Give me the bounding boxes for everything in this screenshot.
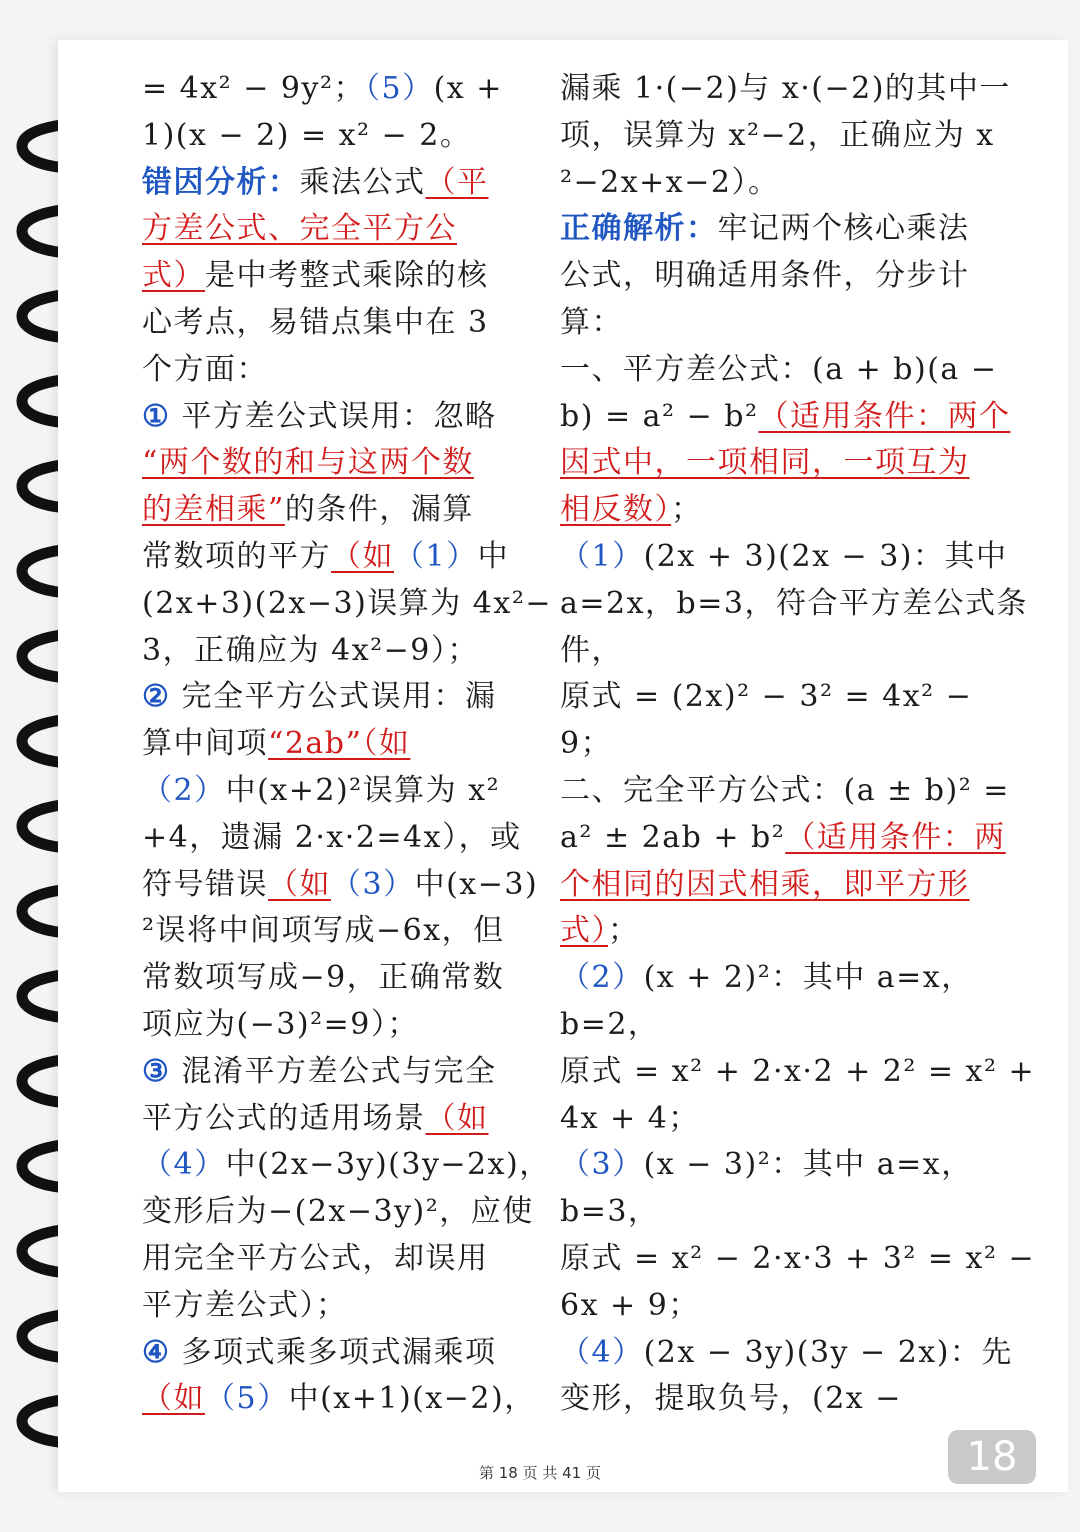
text-line: 个方面：	[142, 351, 268, 387]
text-line: 4x + 4；	[560, 1100, 700, 1136]
text-line: 项，误算为 x²−2，正确应为 x	[560, 117, 995, 153]
text-line: 算中间项“2ab”（如	[142, 726, 411, 762]
point-1: ① 平方差公式误用：忽略	[142, 398, 497, 434]
section-difference-of-squares: 一、平方差公式：(a + b)(a −	[560, 351, 998, 387]
text-line: (2x+3)(2x−3)误算为 4x²−	[142, 585, 552, 621]
error-analysis-heading: 错因分析：乘法公式（平	[142, 164, 489, 200]
text-line: 个相同的因式相乘，即平方形	[560, 866, 970, 902]
text-line: 9；	[560, 726, 613, 762]
page-number-badge: 18	[948, 1430, 1036, 1484]
right-column	[560, 66, 1036, 1423]
text-line: 方差公式、完全平方公	[142, 211, 457, 247]
text-line: 变形后为−(2x−3y)²，应使	[142, 1194, 534, 1230]
text-line: ²误将中间项写成−6x，但	[142, 913, 505, 949]
text-line: （3）(x − 3)²：其中 a=x，	[560, 1147, 973, 1183]
text-line: 变形，提取负号，(2x −	[560, 1381, 902, 1417]
text-line: 原式 = x² + 2·x·2 + 2² = x² +	[560, 1053, 1036, 1089]
text-line: 原式 = x² − 2·x·3 + 3² = x² −	[560, 1240, 1036, 1276]
text-line: a² ± 2ab + b²（适用条件：两	[560, 819, 1006, 855]
text-line: 件，	[560, 632, 623, 668]
text-line: b=3，	[560, 1194, 660, 1230]
text-line: （2）中(x+2)²误算为 x²	[142, 772, 501, 808]
text-line: b=2，	[560, 1006, 660, 1042]
text-line: a=2x，b=3，符合平方差公式条	[560, 585, 1028, 621]
text-line: 常数项写成−9，正确常数	[142, 960, 505, 996]
text-line: 常数项的平方（如（1）中	[142, 538, 510, 574]
page-footer: 第 18 页 共 41 页	[478, 1464, 601, 1482]
text-line: 项应为(−3)²=9）；	[142, 1006, 419, 1042]
text-line: 用完全平方公式，却误用	[142, 1240, 489, 1276]
point-4: ④ 多项式乘多项式漏乘项	[142, 1334, 497, 1370]
left-column	[142, 66, 552, 1423]
text-line: 1)(x − 2) = x² − 2。	[142, 117, 472, 153]
text-line: 心考点，易错点集中在 3	[142, 304, 489, 340]
text-line: 相反数）；	[560, 492, 703, 528]
text-line: 公式，明确适用条件，分步计	[560, 258, 970, 294]
text-line: 漏乘 1·(−2)与 x·(−2)的其中一	[560, 71, 1011, 106]
text-line: （4）中(2x−3y)(3y−2x)，	[142, 1147, 551, 1183]
text-line: 平方差公式）；	[142, 1287, 348, 1323]
text-line: 3，正确应为 4x²−9）；	[142, 632, 479, 668]
text-line: = 4x² − 9y²；（5）(x +	[142, 71, 503, 106]
section-perfect-square: 二、完全平方公式：(a ± b)² =	[560, 772, 1010, 808]
text-line: +4，遗漏 2·x·2=4x），或	[142, 819, 522, 855]
point-2: ② 完全平方公式误用：漏	[142, 679, 497, 715]
text-line: （4）(2x − 3y)(3y − 2x)：先	[560, 1334, 1013, 1370]
text-line: 因式中，一项相同，一项互为	[560, 445, 970, 481]
text-line: （2）(x + 2)²：其中 a=x，	[560, 960, 973, 996]
text-line: 式）是中考整式乘除的核	[142, 258, 489, 294]
text-line: ²−2x+x−2）。	[560, 164, 780, 200]
point-3: ③ 混淆平方差公式与完全	[142, 1053, 497, 1089]
correct-analysis-heading: 正确解析：牢记两个核心乘法	[560, 211, 970, 247]
text-line: 符号错误（如（3）中(x−3)	[142, 866, 539, 902]
text-line: （1）(2x + 3)(2x − 3)：其中	[560, 538, 1008, 574]
text-line: 算：	[560, 304, 623, 340]
text-line: 的差相乘”的条件，漏算	[142, 492, 474, 528]
text-line: （如（5）中(x+1)(x−2)，	[142, 1381, 536, 1417]
text-line: 平方公式的适用场景（如	[142, 1100, 489, 1136]
text-line: 原式 = (2x)² − 3² = 4x² −	[560, 679, 973, 715]
text-line: b) = a² − b²（适用条件：两个	[560, 398, 1011, 434]
text-line: “两个数的和与这两个数	[142, 445, 474, 481]
text-line: 式）；	[560, 913, 640, 949]
text-line: 6x + 9；	[560, 1287, 700, 1323]
